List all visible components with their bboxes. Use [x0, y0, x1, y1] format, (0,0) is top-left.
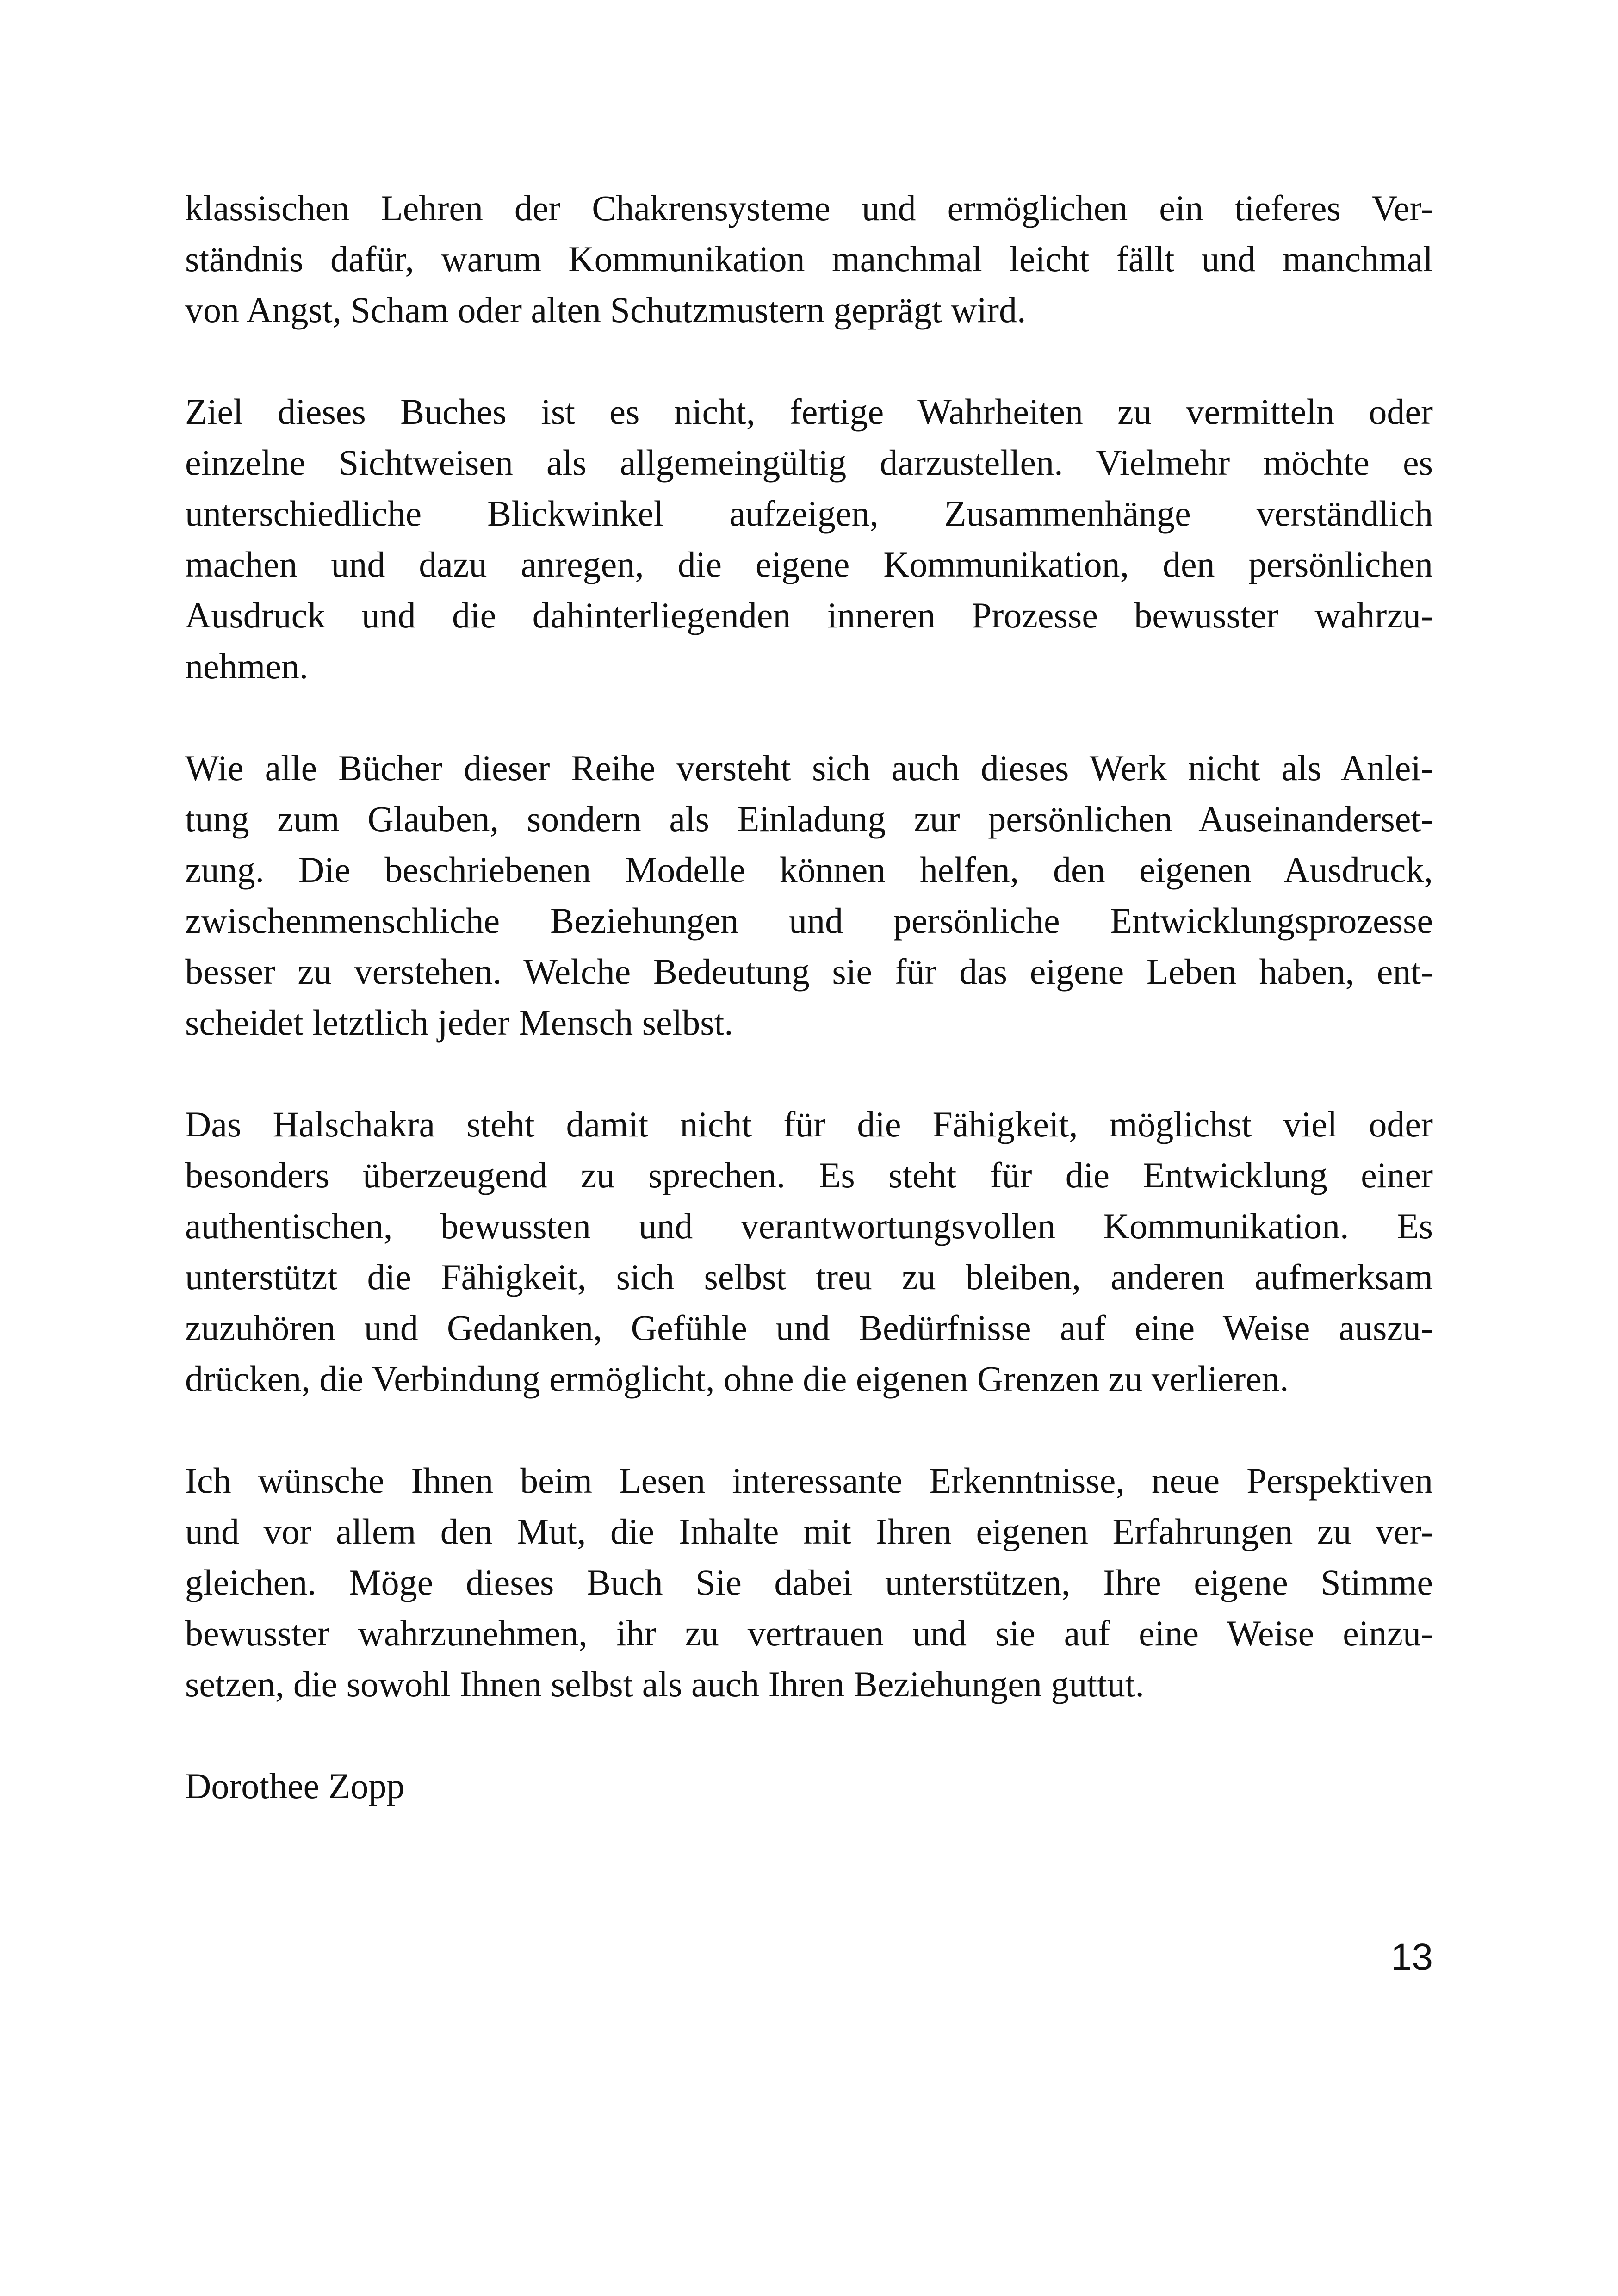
text-line: machen und dazu anregen, die eigene Kommunikation, den persönlichen [185, 544, 1433, 584]
text-line: klassischen Lehren der Chakrensysteme und ermöglichen ein tieferes Ver- [185, 188, 1433, 228]
text-line: Das Halschakra steht damit nicht für die Fähigkeit, möglichst viel oder [185, 1104, 1433, 1144]
text-line: unterschiedliche Blickwinkel aufzeigen, Zusammenhänge verständlich [185, 493, 1433, 534]
paragraph-gap [185, 1710, 1433, 1761]
paragraph-gap [185, 1048, 1433, 1099]
text-line: nehmen. [185, 646, 309, 686]
text-line: zwischenmenschliche Beziehungen und persönliche Entwicklungsprozesse [185, 900, 1433, 941]
paragraph-gap [185, 1404, 1433, 1455]
text-line: Ziel dieses Buches ist es nicht, fertige Wahrheiten zu vermitteln oder [185, 391, 1433, 432]
text-line: Ausdruck und die dahinterliegenden inneren Prozesse bewusster wahrzu- [185, 595, 1433, 635]
text-line: bewusster wahrzunehmen, ihr zu vertrauen und sie auf eine Weise einzu- [185, 1613, 1433, 1653]
text-line: scheidet letztlich jeder Mensch selbst. [185, 1002, 733, 1043]
paragraph [185, 1099, 1433, 1404]
author-signature: Dorothee Zopp [185, 1766, 405, 1806]
text-line: zung. Die beschriebenen Modelle können helfen, den eigenen Ausdruck, [185, 850, 1433, 890]
text-line: einzelne Sichtweisen als allgemeingültig darzustellen. Vielmehr möchte es [185, 442, 1433, 483]
text-line: authentischen, bewussten und verantwortungsvollen Kommunikation. Es [185, 1206, 1433, 1246]
paragraph-gap [185, 692, 1433, 743]
page-number: 13 [1390, 1936, 1433, 1978]
text-line: drücken, die Verbindung ermöglicht, ohne die eigenen Grenzen zu verlieren. [185, 1359, 1289, 1399]
text-line: setzen, die sowohl Ihnen selbst als auch Ihren Beziehungen guttut. [185, 1664, 1144, 1704]
text-line: besser zu verstehen. Welche Bedeutung sie für das eigene Leben haben, ent- [185, 951, 1433, 992]
paragraph-gap [185, 335, 1433, 386]
text-line: besonders überzeugend zu sprechen. Es steht für die Entwicklung einer [185, 1155, 1433, 1195]
text-line: gleichen. Möge dieses Buch Sie dabei unterstützen, Ihre eigene Stimme [185, 1562, 1433, 1602]
paragraph [185, 386, 1433, 692]
paragraph [185, 743, 1433, 1048]
text-line: ständnis dafür, warum Kommunikation manchmal leicht fällt und manchmal [185, 239, 1433, 279]
paragraph [185, 183, 1433, 335]
text-line: von Angst, Scham oder alten Schutzmustern geprägt wird. [185, 290, 1026, 330]
text-line: und vor allem den Mut, die Inhalte mit Ihren eigenen Erfahrungen zu ver- [185, 1511, 1433, 1551]
text-line: Ich wünsche Ihnen beim Lesen interessante Erkenntnisse, neue Perspektiven [185, 1460, 1433, 1501]
text-line: unterstützt die Fähigkeit, sich selbst treu zu bleiben, anderen aufmerksam [185, 1257, 1433, 1297]
paragraph [185, 1455, 1433, 1710]
text-line: zuzuhören und Gedanken, Gefühle und Bedürfnisse auf eine Weise auszu- [185, 1308, 1433, 1348]
text-line: Wie alle Bücher dieser Reihe versteht sich auch dieses Werk nicht als Anlei- [185, 748, 1433, 788]
body-text [185, 183, 1433, 1812]
text-line: tung zum Glauben, sondern als Einladung zur persönlichen Auseinanderset- [185, 799, 1433, 839]
